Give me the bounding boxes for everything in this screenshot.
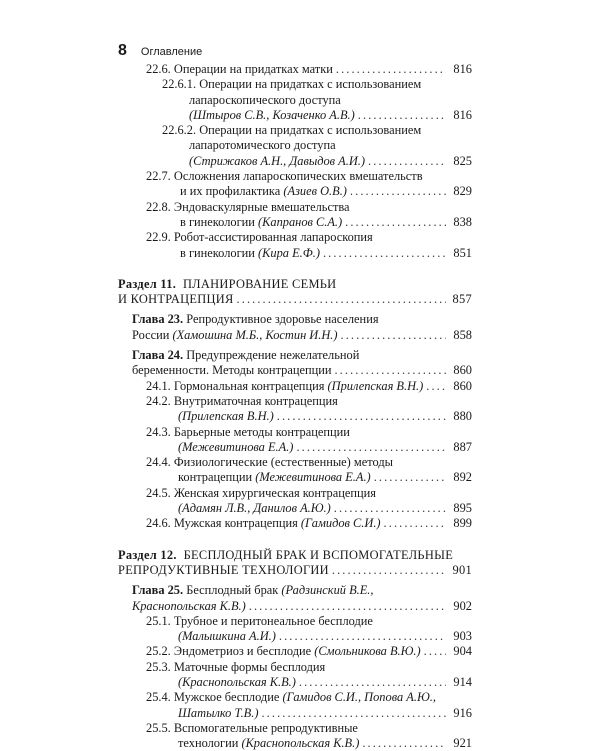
page-ref: 903 <box>453 629 472 644</box>
authors: (Адамян Л.В., Данилов А.Ю.) <box>178 501 331 516</box>
authors: Шатылко Т.В.) <box>178 705 259 720</box>
page-ref: 825 <box>453 153 472 168</box>
authors: (Штыров С.В., Козаченко А.В.) <box>189 107 355 122</box>
page-ref: 860 <box>453 378 472 393</box>
authors: (Краснопольская К.В.) <box>241 736 360 751</box>
section-label: Раздел 11. <box>118 276 177 291</box>
authors: (Радзинский В.Е., <box>281 583 374 598</box>
authors: (Стрижаков А.Н., Давыдов А.И.) <box>189 153 365 168</box>
page-number: 8 <box>118 42 127 59</box>
section-label: Раздел 12. <box>118 547 177 562</box>
authors: (Краснопольская К.В.) <box>178 674 296 689</box>
page-ref: 887 <box>453 439 472 454</box>
toc-entry-24-4[interactable]: 24.4. Физиологические (естественные) методы <box>146 455 393 470</box>
page-header <box>118 42 202 60</box>
page-ref: 851 <box>453 245 472 260</box>
authors: (Прилепская В.Н.) <box>178 409 274 424</box>
chapter-label: Глава 23. <box>132 312 184 327</box>
running-head: Оглавление <box>140 46 203 58</box>
page-ref: 914 <box>453 674 472 689</box>
page-ref: 895 <box>453 501 472 516</box>
toc-entry-22-6-2[interactable]: 22.6.2. Операции на придатках с использованием <box>162 123 422 138</box>
page-ref: 829 <box>453 184 472 199</box>
chapter-label: Глава 25. <box>132 583 184 598</box>
toc-chapter-25[interactable]: Глава 25. Бесплодный брак (Радзинский В.Е., <box>132 583 374 598</box>
table-of-contents: 22.6. Операции на придатках матки . . . 816 22.6.1. Операции на придатках с использованием лапароскопического доступа (Штыров С.В., Козаченко А.В.) . . . 816 22.6.2. Операции на придатках с использованием лапаротомического доступа (Стрижаков А.Н., Давыдов А.И.) . . . 825 22.7. Осложнения лапароскопических вмешательств и их профилактика (Азиев О.В.) . . . 829 22.8. Эндоваскулярные вмешательства в гинекологии (Капранов С.А.) . . . 838 22.9. Робот-ассистированная лапароскопия в гинекологии (Кира Е.Ф.) . . . 851 Раздел 11. ПЛАНИРОВАНИЕ СЕМЬИ И КОНТРАЦЕПЦИЯ . . . 857 Глава 23. Репродуктивное здоровье населения России (Хамошина М.Б., Костин И.Н.) . . . 858 Глава 24. Предупреждение нежелательной беременности. Методы контрацепции . . . 860 24.1. Гормональная контрацепция (Прилепская В.Н.) . . . 860 24.2. Внутриматочная контрацепция (Прилепская В.Н.) . . . 880 24.3. Барьерные методы контрацепции (Межевитинова Е.А.) . . . 887 24.4. Физиологические (естественные) методы контрацепции (Межевитинова Е.А.) . . . 892 24.5. Женская хирургическая контрацепция (Адамян Л.В., Данилов А.Ю.) . . . 895 24.6. Мужская контрацепция (Гамидов С.И.) . . . 899 Раздел 12. БЕСПЛОДНЫЙ БРАК И ВСПОМОГАТЕЛЬНЫЕ РЕПРОДУКТИВНЫЕ ТЕХНОЛОГИИ . . . 901 Глава 25. Бесплодный брак (Радзинский В.Е., Краснопольская К.В.) . . . 902 25.1. Трубное и перитонеальное бесплодие (Малышкина А.И.) . . . 903 25.2. Эндометриоз и бесплодие (Смольникова В.Ю.) . . . 904 25.3. Маточные формы бесплодия (Краснопольская К.В.) . . . 914 25.4. Мужское бесплодие (Гамидов С.И., Попова А.Ю., Шатылко Т.В.) . . . 916 25.5. Вспомогательные репродуктивные технологии (Краснопольская К.В.) . . . 921 <box>118 62 472 751</box>
toc-entry-22-6[interactable]: 22.6. Операции на придатках матки . . . 816 <box>118 62 472 77</box>
page-ref: 838 <box>453 214 472 229</box>
page-ref: 899 <box>453 516 472 531</box>
authors: (Межевитинова Е.А.) <box>178 439 294 454</box>
authors: (Малышкина А.И.) <box>178 629 276 644</box>
toc-entry-24-1[interactable]: 24.1. Гормональная контрацепция (Прилепская В.Н.) . . . 860 <box>118 379 472 394</box>
authors: (Азиев О.В.) <box>283 184 347 199</box>
authors: (Гамидов С.И.) <box>300 516 381 531</box>
toc-entry-22-7[interactable]: 22.7. Осложнения лапароскопических вмешательств <box>146 169 423 184</box>
page-ref: 880 <box>453 409 472 424</box>
authors: (Прилепская В.Н.) <box>327 378 424 393</box>
toc-entry-25-2[interactable]: 25.2. Эндометриоз и бесплодие (Смольникова В.Ю.) . . . 904 <box>118 644 472 659</box>
toc-entry-25-3[interactable]: 25.3. Маточные формы бесплодия <box>146 659 326 674</box>
page-ref: 921 <box>453 736 472 751</box>
toc-entry-24-2[interactable]: 24.2. Внутриматочная контрацепция <box>146 393 338 408</box>
toc-entry-22-9[interactable]: 22.9. Робот-ассистированная лапароскопия <box>146 230 373 245</box>
toc-section-11[interactable]: Раздел 11. ПЛАНИРОВАНИЕ СЕМЬИ <box>118 276 337 291</box>
page-ref: 901 <box>452 562 472 577</box>
authors: (Кира Е.Ф.) <box>258 245 320 260</box>
chapter-label: Глава 24. <box>132 348 184 363</box>
page-ref: 858 <box>453 327 472 342</box>
toc-entry-22-6-1[interactable]: 22.6.1. Операции на придатках с использованием <box>162 77 422 92</box>
page-ref: 916 <box>453 705 472 720</box>
toc-entry-24-5[interactable]: 24.5. Женская хирургическая контрацепция <box>146 485 376 500</box>
page-ref: 892 <box>453 470 472 485</box>
toc-chapter-24[interactable]: Глава 24. Предупреждение нежелательной <box>132 348 360 363</box>
toc-chapter-23[interactable]: Глава 23. Репродуктивное здоровье населения <box>132 312 379 327</box>
toc-entry-22-8[interactable]: 22.8. Эндоваскулярные вмешательства <box>146 199 350 214</box>
authors: (Капранов С.А.) <box>258 214 343 229</box>
toc-entry-25-5[interactable]: 25.5. Вспомогательные репродуктивные <box>146 720 358 735</box>
page-ref: 860 <box>453 363 472 378</box>
toc-entry-25-1[interactable]: 25.1. Трубное и перитонеальное бесплодие <box>146 613 373 628</box>
authors: (Межевитинова Е.А.) <box>255 470 371 485</box>
page-ref: 857 <box>452 292 472 307</box>
page-ref: 816 <box>453 62 472 76</box>
toc-entry-24-6[interactable]: 24.6. Мужская контрацепция (Гамидов С.И.) . . . 899 <box>118 516 472 531</box>
authors: Краснопольская К.В.) <box>132 598 246 613</box>
authors: (Хамошина М.Б., Костин И.Н.) <box>172 327 338 342</box>
toc-section-12[interactable]: Раздел 12. БЕСПЛОДНЫЙ БРАК И ВСПОМОГАТЕЛЬНЫЕ <box>118 547 454 562</box>
authors: (Гамидов С.И., Попова А.Ю., <box>282 690 436 705</box>
page-ref: 902 <box>453 598 472 613</box>
authors: (Смольникова В.Ю.) <box>314 644 421 659</box>
toc-entry-25-4[interactable]: 25.4. Мужское бесплодие (Гамидов С.И., Попова А.Ю., <box>146 690 436 705</box>
page-ref: 816 <box>453 107 472 122</box>
toc-entry-24-3[interactable]: 24.3. Барьерные методы контрацепции <box>146 424 350 439</box>
page-ref: 904 <box>453 644 472 659</box>
